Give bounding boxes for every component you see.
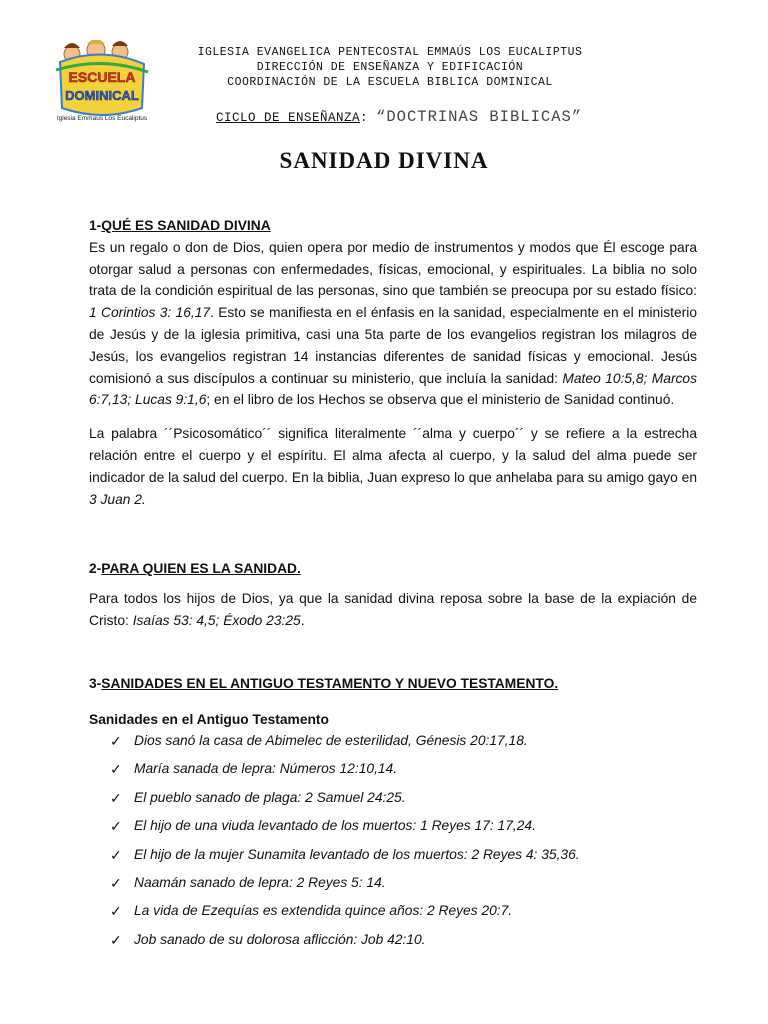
logo-word-escuela: ESCUELA (68, 69, 136, 85)
section-2-title: PARA QUIEN ES LA SANIDAD. (101, 561, 301, 576)
bible-reference: 3 Juan 2 (89, 491, 142, 507)
checkmark-icon: ✓ (110, 846, 122, 863)
section-3-heading (89, 673, 697, 695)
list-item-text: Naamán sanado de lepra: 2 Reyes 5: 14. (134, 874, 386, 890)
cycle-label: CICLO DE ENSEÑANZA (216, 111, 361, 125)
checkmark-icon: ✓ (110, 874, 122, 891)
checkmark-icon: ✓ (110, 761, 122, 778)
logo-word-dominical: DOMINICAL (65, 88, 139, 103)
section-3-title: SANIDADES EN EL ANTIGUO TESTAMENTO Y NUEVO TESTAMENTO. (101, 676, 559, 691)
paragraph-text: Es un regalo o don de Dios, quien opera por medio de instrumentos y modos que Él escoge para otorgar salud a personas con enfermedades, físicas, emocional, y espirituales. La biblia no solo trata de la condición espiritual de las personas, sino que también se preocupa por su estado físico: (89, 239, 697, 299)
page-title: SANIDAD DIVINA (279, 148, 489, 173)
checkmark-icon: ✓ (110, 789, 122, 806)
section-1 (89, 215, 697, 510)
checkmark-icon: ✓ (110, 903, 122, 920)
section-2-paragraph (89, 588, 697, 632)
bible-reference: Mateo 10:5,8; Marcos 6:7,13; Lucas 9:1,6 (89, 370, 698, 408)
list-item (110, 728, 710, 756)
section-1-heading (89, 215, 697, 237)
cycle-separator: : (360, 111, 369, 125)
list-item (110, 898, 710, 926)
paragraph-text: Para todos los hijos de Dios, ya que la sanidad divina reposa sobre la base de la expiación de Cristo: (89, 590, 697, 628)
section-2-heading (89, 558, 697, 580)
bible-reference: 1 Corintios 3: 16,17 (89, 305, 211, 321)
list-item-text: María sanada de lepra: Números 12:10,14. (134, 761, 398, 777)
section-1-title: QUÉ ES SANIDAD DIVINA (101, 218, 271, 233)
list-item (110, 842, 710, 870)
section-1-paragraph-1 (89, 237, 697, 411)
list-item (110, 870, 710, 898)
section-1-number: 1- (89, 218, 102, 233)
teaching-cycle (216, 108, 582, 126)
list-item (110, 813, 710, 841)
list-item-text: El hijo de una viuda levantado de los muertos: 1 Reyes 17: 17,24. (134, 818, 536, 834)
old-testament-healings-list (110, 728, 710, 955)
paragraph-text: . Esto se manifiesta en el énfasis en la sanidad, especialmente en el ministerio de Jesús y de la iglesia primitiva, casi una 5ta parte de los evangelios registran los milagros de Jesús, los evangelios registran 14 instancias diferentes de sanidad físicas y emocional. Jesús comisionó a sus discípulos a continuar su ministerio, que incluía la sanidad: (89, 305, 698, 386)
section-2-number: 2- (89, 561, 102, 576)
list-item (110, 785, 710, 813)
list-item-text: El hijo de la mujer Sunamita levantado de los muertos: 2 Reyes 4: 35,36. (134, 846, 580, 862)
list-item (110, 927, 710, 955)
logo-graphic (52, 40, 152, 128)
checkmark-icon: ✓ (110, 818, 122, 835)
paragraph-end: . (300, 612, 305, 628)
list-item-text: El pueblo sanado de plaga: 2 Samuel 24:25. (134, 789, 406, 805)
section-3 (89, 673, 697, 731)
department-name: DIRECCIÓN DE ENSEÑANZA Y EDIFICACIÓN (256, 61, 524, 74)
paragraph-text: La palabra ´´Psicosomático´´ significa literalmente ´´alma y cuerpo´´ y se refiere a la estrecha relación entre el cuerpo y el espíritu. El alma afecta al cuerpo, y la salud del alma puede ser indicador de la salud del cuerpo. En la biblia, Juan expreso lo que anhelaba para su amigo gayo en (89, 426, 697, 485)
section-2 (89, 558, 697, 631)
list-item-text: La vida de Ezequías es extendida quince años: 2 Reyes 20:7. (134, 903, 513, 919)
escuela-dominical-logo (52, 40, 152, 128)
old-testament-subheading: Sanidades en el Antiguo Testamento (89, 711, 329, 727)
cycle-value: “DOCTRINAS BIBLICAS” (376, 108, 583, 126)
church-name: IGLESIA EVANGELICA PENTECOSTAL EMMAÚS LOS EUCALIPTUS (197, 46, 583, 59)
section-3-number: 3- (89, 676, 102, 691)
coordination-name: COORDINACIÓN DE LA ESCUELA BIBLICA DOMINICAL (227, 76, 553, 89)
list-item (110, 756, 710, 784)
checkmark-icon: ✓ (110, 931, 122, 948)
paragraph-text: ; en el libro de los Hechos se observa que el ministerio de Sanidad continuó. (206, 392, 675, 408)
list-item-text: Job sanado de su dolorosa aflicción: Job 42:10. (134, 931, 426, 947)
paragraph-end: . (141, 491, 146, 507)
logo-caption: Iglesia Emmaus Los Eucaliptus (56, 115, 148, 122)
bible-reference: Isaías 53: 4,5; Éxodo 23:25 (132, 612, 301, 628)
list-item-text: Dios sanó la casa de Abimelec de esterilidad, Génesis 20:17,18. (134, 733, 528, 748)
checkmark-icon: ✓ (110, 733, 122, 749)
section-1-paragraph-2 (89, 423, 697, 510)
